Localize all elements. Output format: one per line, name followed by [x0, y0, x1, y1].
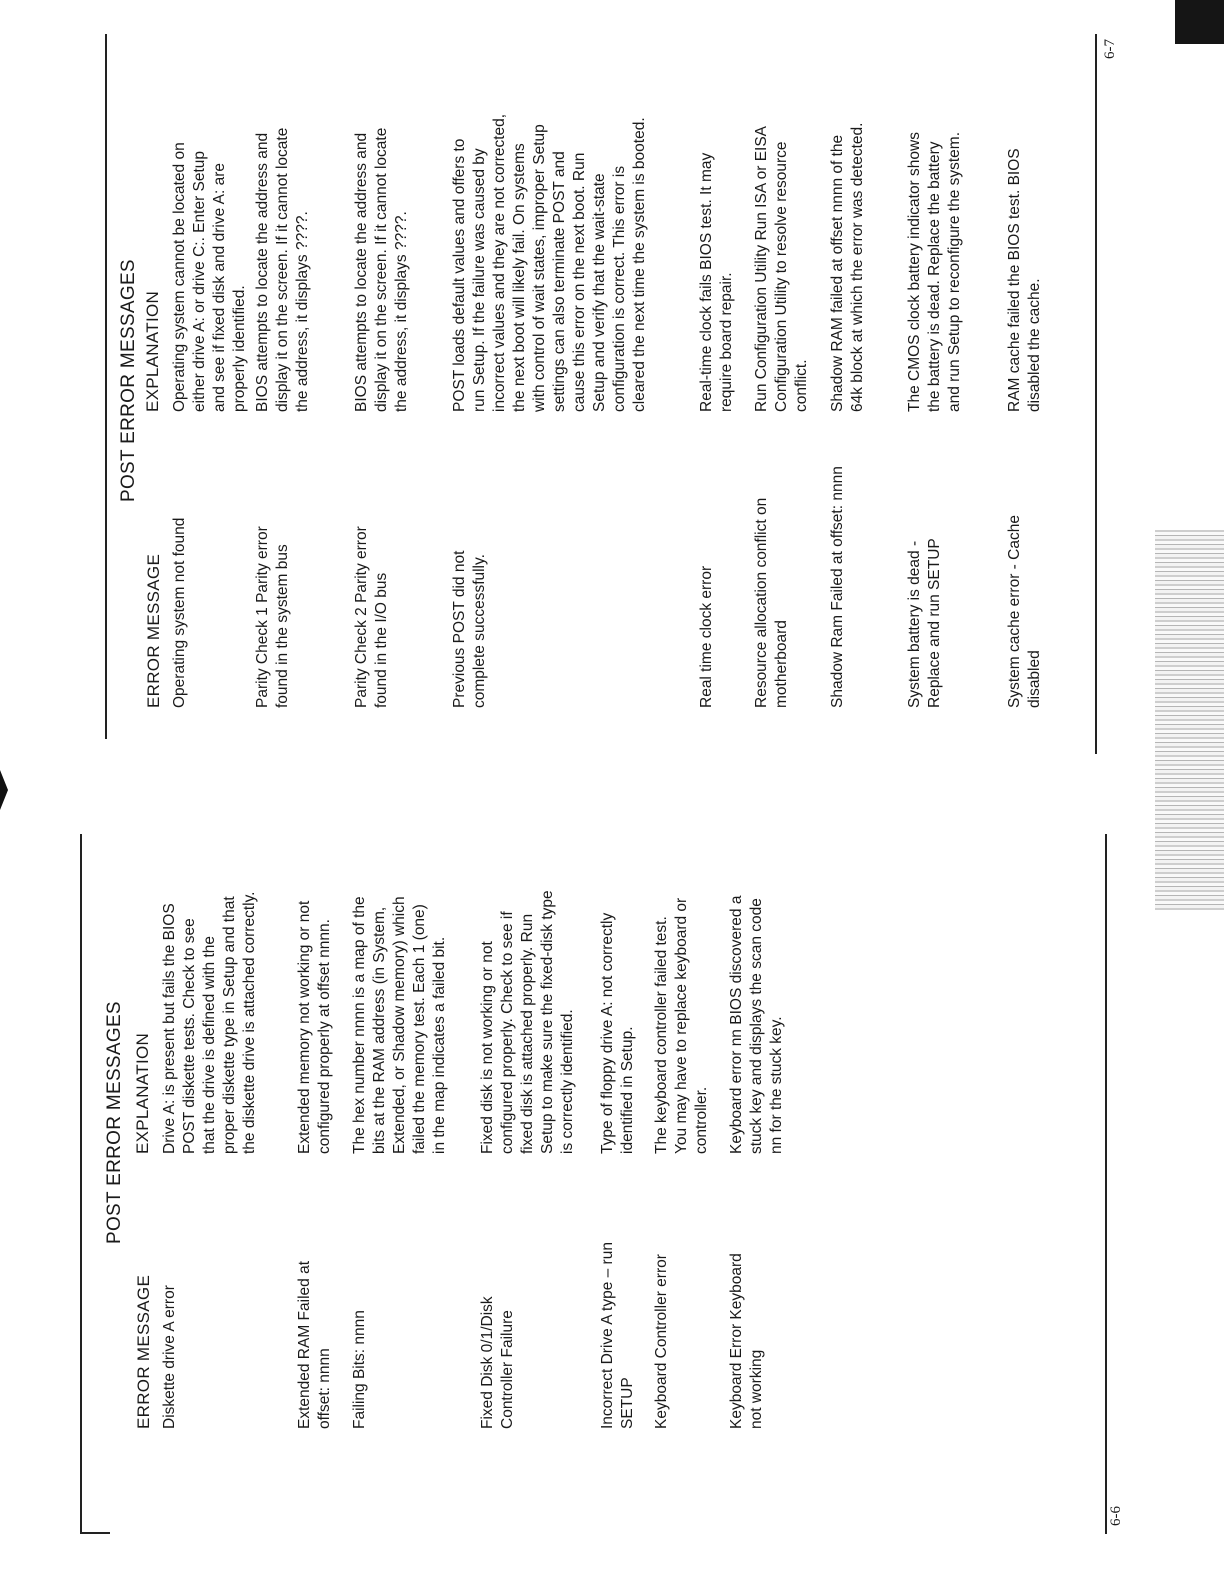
error-message: Extended RAM Failed at offset: nnnn	[296, 1260, 333, 1429]
error-message: Incorrect Drive A type – run SETUP	[599, 1242, 636, 1429]
bottom-rule	[1105, 834, 1107, 1534]
error-explanation: Type of floppy drive A: not correctly identified in Setup.	[599, 912, 636, 1154]
error-message: Parity Check 1 Parity error found in the system bus	[254, 526, 291, 708]
error-explanation: The keyboard controller failed test. You may have to replace keyboard or controller.	[653, 897, 710, 1154]
error-explanation: The hex number nnnn is a map of the bits at the RAM address (in System, Extended, or Shadow memory) which failed the memory test. Each 1 (one) in the map indicates a failed bit.	[351, 896, 448, 1154]
error-message: Resource allocation conflict on motherboard	[753, 497, 790, 708]
page-title: POST ERROR MESSAGES	[104, 1001, 125, 1244]
left-page	[0, 804, 1224, 1544]
page-title: POST ERROR MESSAGES	[118, 259, 139, 502]
error-explanation: Keyboard error nn BIOS discovered a stuck key and displays the scan code nn for the stuck key.	[728, 895, 785, 1154]
error-explanation: Shadow RAM failed at offset nnnn of the 64k block at which the error was detected.	[829, 122, 866, 412]
error-message: Shadow Ram Failed at offset: nnnn	[829, 466, 846, 708]
error-explanation: Operating system cannot be located on either drive A: or drive C:. Enter Setup and see if fixed disk and drive A: are properly identified.	[171, 142, 248, 412]
error-message: Parity Check 2 Parity error found in the I/O bus	[353, 526, 390, 708]
error-message: System battery is dead - Replace and run SETUP	[906, 538, 943, 708]
error-explanation: The CMOS clock battery indicator shows the battery is dead. Replace the battery and run Setup to reconfigure the system.	[906, 131, 963, 412]
error-explanation: POST loads default values and offers to run Setup. If the failure was caused by incorrect values and they are not corrected, the next boot will likely fail. On systems with control of wait states, improper Setup settings can also terminate POST and cause this error on the next boot. Run Setup and verify that the wait-state configuration is correct. This error is cleared the next time the system is booted.	[451, 113, 648, 412]
explanation-column-header: EXPLANATION	[143, 290, 162, 412]
error-message: Fixed Disk 0/1/Disk Controller Failure	[479, 1296, 516, 1429]
error-message: Real time clock error	[698, 565, 715, 708]
error-message: Previous POST did not complete successfully.	[451, 550, 488, 708]
error-explanation: Drive A: is present but fails the BIOS POST diskette tests. Check to see that the drive is defined with the proper diskette type in Setup and that the diskette drive is attached correctly.	[161, 891, 258, 1154]
error-message: Diskette drive A error	[161, 1285, 178, 1429]
top-rule	[80, 834, 82, 1534]
error-explanation: Fixed disk is not working or not configured properly. Check to see if fixed disk is attached properly. Run Setup to make sure the fixed-disk type is correctly identified.	[479, 890, 576, 1154]
error-explanation: BIOS attempts to locate the address and display it on the screen. If it cannot locate the address, it displays ????.	[254, 127, 311, 412]
error-message: Keyboard Controller error	[653, 1254, 670, 1429]
error-message: System cache error - Cache disabled	[1006, 515, 1043, 708]
error-message-column-header: ERROR MESSAGE	[134, 1274, 153, 1429]
top-rule	[105, 34, 107, 739]
error-explanation: Run Configuration Utility Run ISA or EISA Configuration Utility to resolve resource conflict.	[753, 126, 810, 412]
error-message: Keyboard Error Keyboard not working	[728, 1253, 765, 1429]
error-explanation: RAM cache failed the BIOS test. BIOS disabled the cache.	[1006, 148, 1043, 412]
error-explanation: BIOS attempts to locate the address and display it on the screen. If it cannot locate the address, it displays ????.	[353, 127, 410, 412]
page-number: 6-7	[1102, 39, 1118, 59]
side-rule	[80, 1533, 110, 1535]
page-number: 6-6	[1108, 1506, 1124, 1526]
error-message-column-header: ERROR MESSAGE	[144, 553, 163, 708]
right-page	[0, 24, 1224, 764]
error-message: Operating system not found	[171, 517, 188, 708]
bottom-rule	[1095, 34, 1097, 754]
error-explanation: Real-time clock fails BIOS test. It may require board repair.	[698, 152, 735, 412]
error-explanation: Extended memory not working or not configured properly at offset nnnn.	[296, 900, 333, 1154]
error-message: Failing Bits: nnnn	[351, 1310, 368, 1429]
explanation-column-header: EXPLANATION	[133, 1032, 152, 1154]
